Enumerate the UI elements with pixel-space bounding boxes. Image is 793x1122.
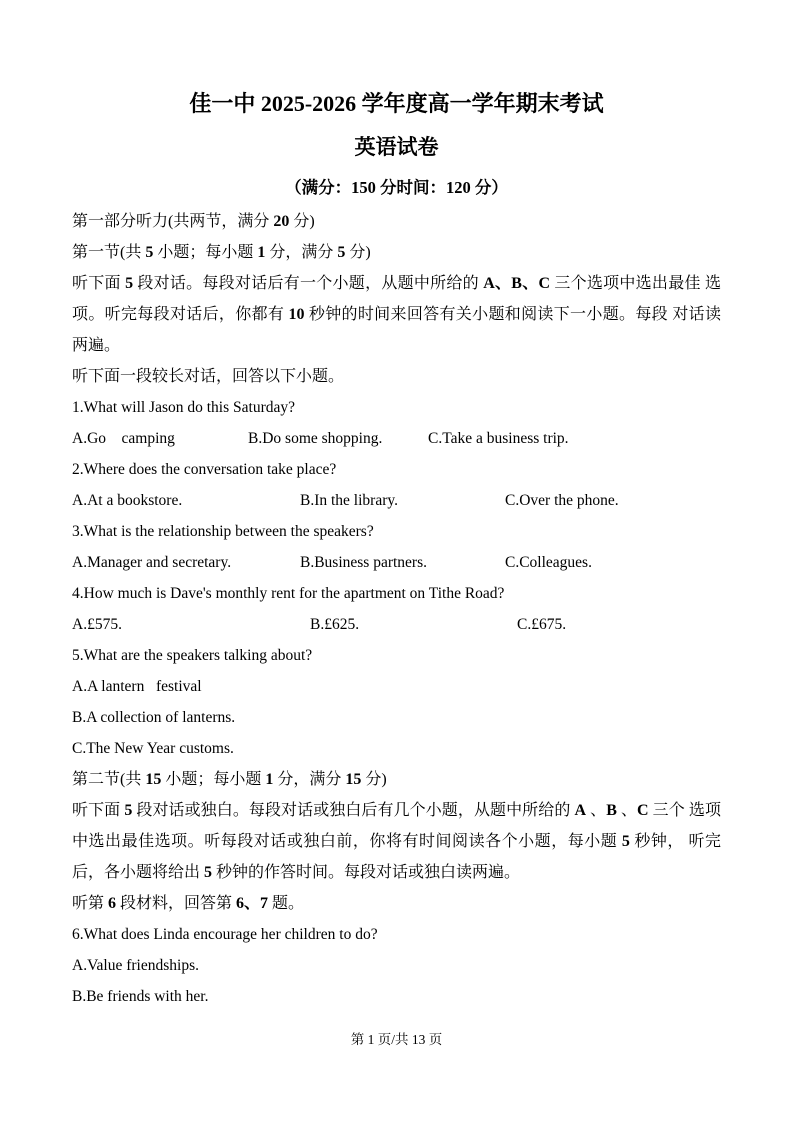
text-segment: 分，满分	[273, 771, 346, 788]
text-segment: 1	[257, 244, 266, 261]
text-segment: 15	[345, 771, 362, 788]
options-4	[72, 609, 721, 640]
part1-heading	[72, 206, 721, 237]
option-text: C.Take a business trip.	[428, 430, 569, 447]
long-dialog-intro	[72, 361, 721, 392]
text-segment: 5	[204, 864, 213, 881]
text-segment: 分)	[361, 771, 387, 788]
option-text: B.Do some shopping.	[248, 430, 383, 447]
text-segment: B	[606, 802, 617, 819]
content	[72, 88, 721, 1012]
paper-title	[72, 132, 721, 162]
text-segment: 秒钟， 听完后，各小题将给出	[72, 833, 721, 881]
text-segment: 佳一中 2025-2026 学年度高一学年期末考试	[189, 91, 604, 116]
option-text: A.At a bookstore.	[72, 492, 183, 509]
option-text: B.Business partners.	[300, 554, 428, 571]
text-segment: 三个 选项中选出最佳选项。听每段对话或独白前，你将有时间阅读各个小题，每小题	[72, 802, 721, 850]
text-segment: 3.What is the relationship between the speakers?	[72, 523, 374, 540]
score-time-line	[72, 174, 721, 202]
option-text: B.In the library.	[300, 492, 398, 509]
option-text: A.£575.	[72, 616, 122, 633]
text-segment: 小题；每小题	[161, 771, 266, 788]
question-1	[72, 392, 721, 423]
section2-heading	[72, 764, 721, 795]
text-segment: 6、7	[236, 895, 269, 912]
text-segment: 5	[125, 275, 134, 292]
text-segment: 听第	[72, 895, 109, 912]
text-segment: 三个选项中选出最佳 选项。听完每段对话后，你都有	[72, 275, 721, 323]
option-text: B.£625.	[310, 616, 360, 633]
option-5a	[72, 671, 721, 702]
text-segment: A	[574, 802, 587, 819]
text-segment: 听下面一段较长对话，回答以下小题。	[72, 368, 345, 385]
text-segment: 5	[124, 802, 133, 819]
question-6	[72, 919, 721, 950]
option-text: C.Over the phone.	[505, 492, 619, 509]
text-segment: 1.What will Jason do this Saturday?	[72, 399, 295, 416]
material-6-intro	[72, 888, 721, 919]
section2-instructions	[72, 795, 721, 888]
text-segment: 第二节(共	[72, 771, 146, 788]
text-segment: A.Value friendships.	[72, 957, 199, 974]
section1-heading	[72, 237, 721, 268]
text-segment: B.A collection of lanterns.	[72, 709, 236, 726]
text-segment: 2.Where does the conversation take place?	[72, 461, 337, 478]
text-segment: A、B、C	[483, 275, 551, 292]
page-number-footer: 第 1 页/共 13 页	[350, 1032, 443, 1047]
text-segment: 15	[145, 771, 162, 788]
text-segment: 段对话。每段对话后有一个小题，从题中所给的	[133, 275, 484, 292]
text-segment: 第一部分听力(共两节，满分	[72, 213, 274, 230]
options-3	[72, 547, 721, 578]
text-segment: 秒钟的时间来回答有关小题和阅读下一小题。每段 对话读两遍。	[72, 306, 721, 354]
text-segment: 第一节(共	[72, 244, 146, 261]
text-segment: 秒钟的作答时间。每段对话或独白读两遍。	[212, 864, 521, 881]
text-segment: C	[637, 802, 649, 819]
options-1	[72, 423, 721, 454]
text-segment: 听下面	[72, 275, 126, 292]
text-segment: 1	[265, 771, 274, 788]
option-text: C.Colleagues.	[505, 554, 592, 571]
text-segment: 20	[273, 213, 290, 230]
text-segment: 5.What are the speakers talking about?	[72, 647, 313, 664]
text-segment: B.Be friends with her.	[72, 988, 209, 1005]
section1-instructions	[72, 268, 721, 361]
text-segment: 分，满分	[265, 244, 338, 261]
text-segment: （满分：150 分时间：120 分）	[285, 178, 508, 197]
option-text: A.Go camping	[72, 430, 175, 447]
text-segment: C.The New Year customs.	[72, 740, 234, 757]
question-3	[72, 516, 721, 547]
option-6b	[72, 981, 721, 1012]
text-segment: 段材料，回答第	[116, 895, 237, 912]
text-segment: 、	[616, 802, 638, 819]
option-6a	[72, 950, 721, 981]
question-5	[72, 640, 721, 671]
options-2	[72, 485, 721, 516]
text-segment: 小题；每小题	[153, 244, 258, 261]
option-5c	[72, 733, 721, 764]
text-segment: 6	[108, 895, 117, 912]
text-segment: 4.How much is Dave's monthly rent for the apartment on Tithe Road?	[72, 585, 505, 602]
question-2	[72, 454, 721, 485]
text-segment: A.A lantern festival	[72, 678, 202, 695]
question-4	[72, 578, 721, 609]
text-segment: 5	[337, 244, 346, 261]
option-text: A.Manager and secretary.	[72, 554, 232, 571]
text-segment: 题。	[268, 895, 305, 912]
text-segment: 6.What does Linda encourage her children to do?	[72, 926, 378, 943]
text-segment: 段对话或独白。每段对话或独白后有几个小题，从题中所给的	[132, 802, 575, 819]
option-text: C.£675.	[517, 616, 567, 633]
text-segment: 分)	[289, 213, 315, 230]
text-segment: 英语试卷	[354, 135, 439, 159]
option-5b	[72, 702, 721, 733]
text-segment: 分)	[345, 244, 371, 261]
text-segment: 听下面	[72, 802, 125, 819]
text-segment: 、	[586, 802, 607, 819]
text-segment: 5	[145, 244, 154, 261]
text-segment: 5	[621, 833, 630, 850]
text-segment: 10	[288, 306, 305, 323]
exam-title	[72, 88, 721, 120]
